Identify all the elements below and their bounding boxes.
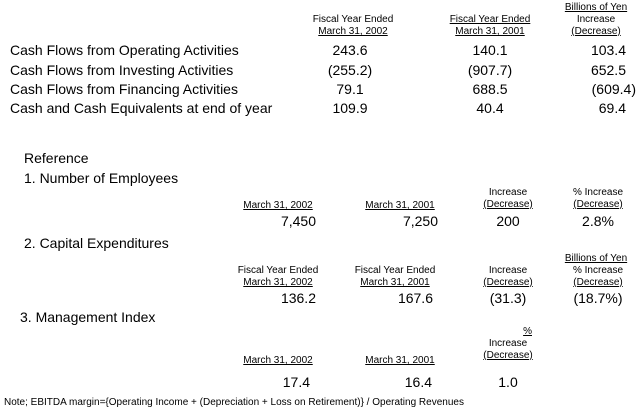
capex-header-2001-line1: Fiscal Year Ended [354,265,436,276]
emp-value: 200 [496,213,520,229]
units-text: Billions of Yen [564,2,628,13]
emp-value: 7,250 [402,213,438,229]
capex-header-pct-line2: (Decrease) [573,277,623,288]
capex-header-change [470,265,546,289]
emp-value: 7,450 [280,213,316,229]
emp-value: 2.8% [582,213,614,229]
mgmt-header-change [470,326,546,362]
capex-header-pct [560,265,636,289]
mgmt-header-change-line1: Increase [488,338,528,349]
mgmt-percent-sign: % [523,326,532,337]
cf-value: 140.1 [472,42,508,58]
cf-value: 69.4 [598,100,626,116]
capex-header-2001 [347,265,443,289]
cf-value: 103.4 [590,42,626,58]
mgmt-value: 1.0 [498,374,518,390]
cf-value: 688.5 [472,81,508,97]
emp-header-pct-line1: % Increase [572,187,624,198]
mgmt-header-2002-text: March 31, 2002 [243,355,313,366]
mgmt-title: 3. Management Index [20,309,156,325]
emp-header-pct [560,187,636,211]
capex-units-text: Billions of Yen [564,253,628,264]
capex-header-2002-line2: March 31, 2002 [243,277,313,288]
capex-value: 167.6 [397,290,433,306]
cf-header-2001-line2: March 31, 2001 [455,26,525,37]
mgmt-header-2001-text: March 31, 2001 [365,355,435,366]
capex-value: 136.2 [280,290,316,306]
employees-title: 1. Number of Employees [24,170,179,186]
capex-title: 2. Capital Expenditures [24,235,169,251]
cf-header-change-line1: Increase [576,14,616,25]
mgmt-header-change-line2: (Decrease) [483,350,533,361]
mgmt-header-2001 [352,355,448,367]
cf-row-label: Cash Flows from Operating Activities [10,42,239,58]
mgmt-value: 17.4 [282,374,310,390]
capex-header-change-line1: Increase [488,265,528,276]
cf-row-label: Cash Flows from Investing Activities [10,62,234,78]
capex-header-pct-line1: % Increase [572,265,624,276]
cf-header-change-line2: (Decrease) [571,26,621,37]
capex-units [556,253,636,265]
cf-header-2001-line1: Fiscal Year Ended [449,14,531,25]
cf-value: (609.4) [591,81,636,97]
emp-header-2001-text: March 31, 2001 [365,200,435,211]
cf-row-label: Cash Flows from Financing Activities [10,81,238,97]
cf-header-change [556,14,636,38]
units-label-top [553,2,639,14]
cf-value: 79.1 [336,81,364,97]
cf-header-2002 [308,14,398,38]
cf-value: 243.6 [332,42,368,58]
cf-header-2002-line1: Fiscal Year Ended [312,14,394,25]
capex-header-2002-line1: Fiscal Year Ended [237,265,319,276]
emp-header-change-line1: Increase [488,187,528,198]
cf-value: (907.7) [467,62,513,78]
cf-value: 40.4 [476,100,504,116]
cf-header-2002-line2: March 31, 2002 [318,26,388,37]
cf-header-2001 [440,14,540,38]
emp-header-2002-text: March 31, 2002 [243,200,313,211]
cf-row-label: Cash and Cash Equivalents at end of year [10,100,273,116]
reference-title: Reference [24,150,89,166]
mgmt-header-2002 [230,355,326,367]
capex-header-2001-line2: March 31, 2001 [360,277,430,288]
cf-value: 652.5 [590,62,626,78]
mgmt-value: 16.4 [404,374,432,390]
emp-header-change [470,187,546,211]
emp-header-change-line2: (Decrease) [483,199,533,210]
emp-header-pct-line2: (Decrease) [573,199,623,210]
capex-header-2002 [230,265,326,289]
emp-header-2001 [352,200,448,212]
capex-value: (31.3) [489,290,527,306]
cf-value: 109.9 [332,100,368,116]
footnote: Note; EBITDA margin={Operating Income + (Depreciation + Loss on Retirement)} / Operating Revenues [4,397,464,408]
emp-header-2002 [230,200,326,212]
cf-value: (255.2) [327,62,373,78]
capex-header-change-line2: (Decrease) [483,277,533,288]
capex-value: (18.7%) [573,290,623,306]
